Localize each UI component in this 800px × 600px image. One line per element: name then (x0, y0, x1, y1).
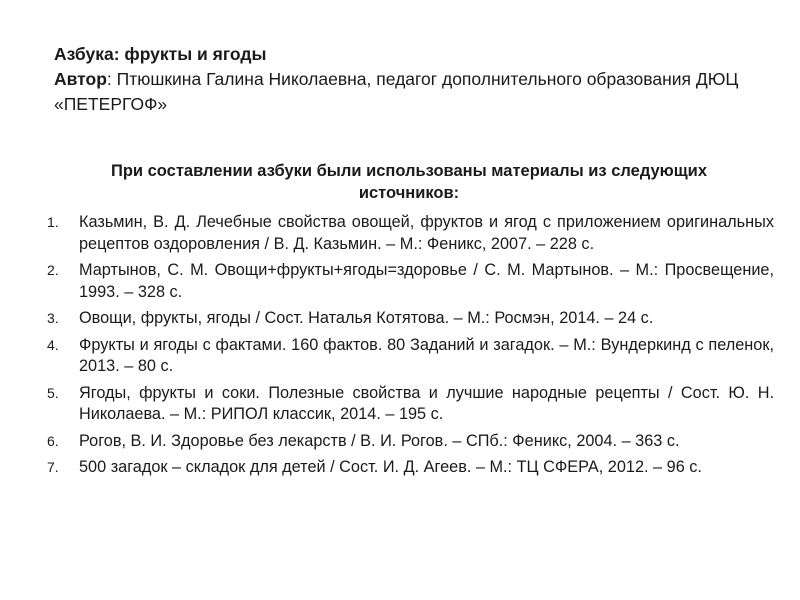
list-item (44, 457, 774, 479)
list-item (44, 308, 774, 330)
item-text: Ягоды, фрукты и соки. Полезные свойства и лучшие народные рецепты / Сост. Ю. Н. Николаева. – М.: РИПОЛ классик, 2014. – 195 с. (79, 383, 774, 423)
item-number: 6. (47, 432, 59, 449)
references-list (44, 212, 774, 479)
author-text: : Птюшкина Галина Николаевна, педагог дополнительного образования ДЮЦ «ПЕТЕРГОФ» (54, 69, 739, 114)
item-text: Казьмин, В. Д. Лечебные свойства овощей, фруктов и ягод с приложением оригинальных рецептов оздоровления / В. Д. Казьмин. – М.: Феникс, 2007. – 228 с. (79, 213, 774, 253)
list-item (44, 212, 774, 255)
item-number: 4. (47, 336, 59, 353)
list-item (44, 335, 774, 378)
slide-header (54, 42, 754, 117)
list-item (44, 260, 774, 303)
sources-section (44, 160, 774, 484)
item-text: Мартынов, С. М. Овощи+фрукты+ягоды=здоровье / С. М. Мартынов. – М.: Просвещение, 1993. – 328 с. (79, 261, 774, 301)
page-title: Азбука: фрукты и ягоды (54, 44, 267, 64)
item-number: 3. (47, 310, 59, 326)
list-item (44, 383, 774, 426)
item-text: Рогов, В. И. Здоровье без лекарств / В. И. Рогов. – СПб.: Феникс, 2004. – 363 с. (79, 431, 680, 450)
item-number: 7. (47, 459, 59, 475)
item-number: 5. (47, 384, 59, 401)
item-number: 2. (47, 262, 59, 278)
item-text: Фрукты и ягоды с фактами. 160 фактов. 80 Заданий и загадок. – М.: Вундеркинд с пеленок, 2013. – 80 с. (79, 335, 774, 375)
item-number: 1. (47, 214, 59, 230)
sources-heading: При составлении азбуки были использованы материалы из следующих источников: (110, 162, 708, 202)
author-label: Автор (54, 69, 107, 89)
item-text: 500 загадок – складок для детей / Сост. И. Д. Агеев. – М.: ТЦ СФЕРА, 2012. – 96 с. (79, 458, 702, 476)
item-text: Овощи, фрукты, ягоды / Сост. Наталья Котятова. – М.: Росмэн, 2014. – 24 с. (79, 309, 654, 327)
author-line (54, 67, 754, 117)
list-item (44, 431, 774, 453)
